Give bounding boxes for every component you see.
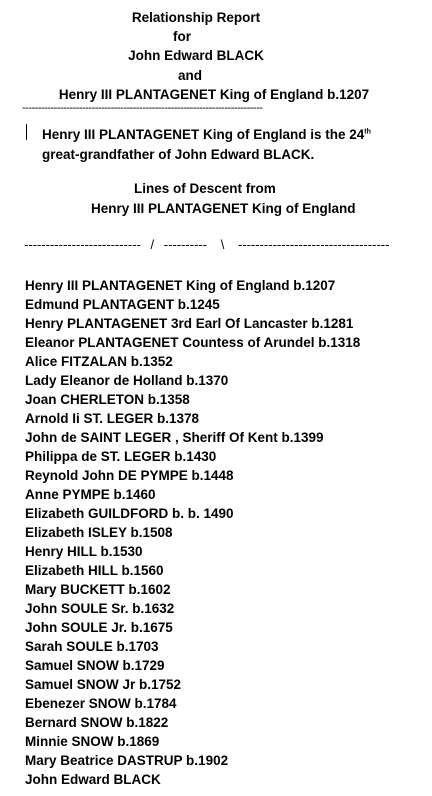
list-item: Joan CHERLETON b.1358: [25, 392, 190, 407]
report-ancestor-name: Henry III PLANTAGENET King of England b.1207: [58, 87, 370, 102]
list-item: John SOULE Jr. b.1675: [25, 620, 173, 635]
list-item: Elizabeth GUILDFORD b. b. 1490: [25, 506, 234, 521]
divider-slash: /: [150, 237, 155, 252]
list-item: Lady Eleanor de Holland b.1370: [25, 373, 229, 388]
report-title-line: Relationship Report: [131, 10, 261, 25]
list-item: Henry III PLANTAGENET King of England b.1207: [25, 278, 336, 293]
divider-left: ---------------------------: [24, 237, 141, 252]
list-item: Ebenezer SNOW b.1784: [25, 696, 177, 711]
list-item: Anne PYMPE b.1460: [25, 487, 156, 502]
relationship-statement: [42, 125, 422, 165]
report-for-line: for: [173, 29, 191, 44]
horizontal-rule: ----------------------------------------------------------------------------: [22, 102, 263, 114]
list-item: Sarah SOULE b.1703: [25, 639, 159, 654]
lines-of-descent-ancestor: Henry III PLANTAGENET King of England: [91, 201, 356, 216]
descent-list: [25, 276, 360, 789]
divider-backslash: \: [220, 237, 225, 252]
list-item: Mary Beatrice DASTRUP b.1902: [25, 753, 229, 768]
divider-mid: ----------: [163, 237, 208, 252]
list-item: Mary BUCKETT b.1602: [25, 582, 171, 597]
list-item: Reynold John DE PYMPE b.1448: [25, 468, 234, 483]
list-item: John de SAINT LEGER , Sheriff Of Kent b.1399: [25, 430, 324, 445]
relationship-statement-part1: Henry III PLANTAGENET King of England is the 24: [42, 127, 365, 142]
list-item: Elizabeth ISLEY b.1508: [25, 525, 173, 540]
list-item: Henry PLANTAGENET 3rd Earl Of Lancaster b.1281: [25, 316, 354, 331]
report-and-line: and: [177, 68, 202, 83]
list-item: John SOULE Sr. b.1632: [25, 601, 175, 616]
list-item: Eleanor PLANTAGENET Countess of Arundel b.1318: [25, 335, 361, 350]
list-item: Minnie SNOW b.1869: [25, 734, 160, 749]
text-cursor: [26, 124, 27, 140]
list-item: Samuel SNOW b.1729: [25, 658, 165, 673]
list-item: Alice FITZALAN b.1352: [25, 354, 173, 369]
list-item: Elizabeth HILL b.1560: [25, 563, 164, 578]
list-item: Arnold Ii ST. LEGER b.1378: [25, 411, 200, 426]
divider-right: -----------------------------------: [237, 237, 390, 252]
report-person-name: John Edward BLACK: [128, 48, 264, 63]
lines-of-descent-heading: Lines of Descent from: [134, 181, 276, 196]
list-item: Philippa de ST. LEGER b.1430: [25, 449, 217, 464]
branch-divider: [24, 237, 389, 252]
ordinal-suffix: th: [364, 128, 371, 136]
list-item: John Edward BLACK: [25, 772, 161, 787]
list-item: Edmund PLANTAGENT b.1245: [25, 297, 220, 312]
list-item: Samuel SNOW Jr b.1752: [25, 677, 182, 692]
relationship-statement-part2: great-grandfather of John Edward BLACK.: [42, 147, 315, 162]
list-item: Henry HILL b.1530: [25, 544, 143, 559]
list-item: Bernard SNOW b.1822: [25, 715, 169, 730]
